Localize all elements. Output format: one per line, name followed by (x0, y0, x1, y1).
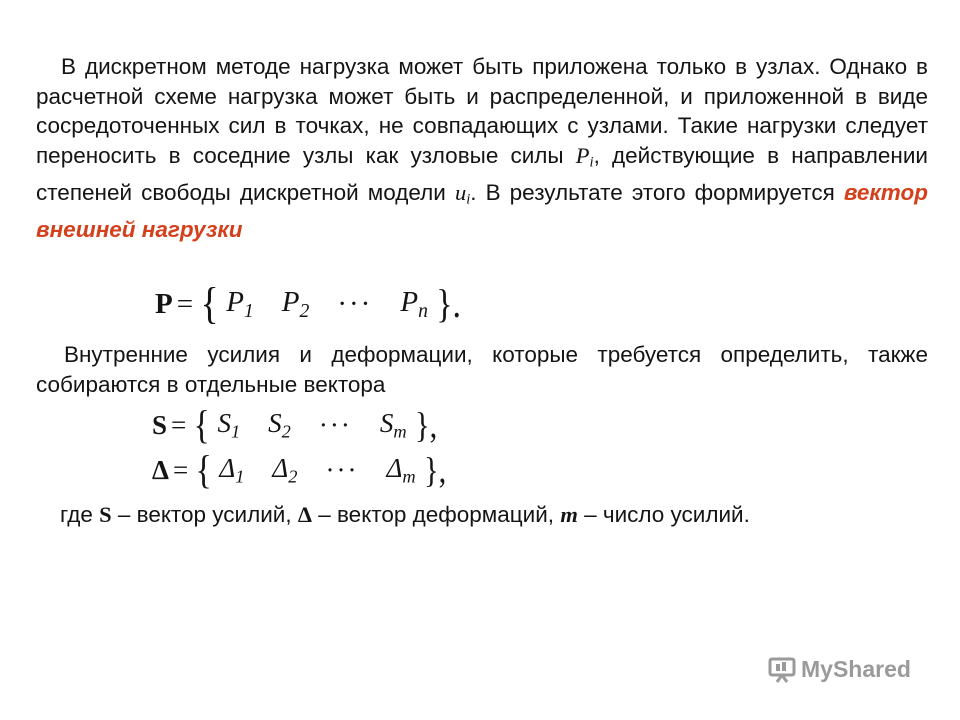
p-symbol: $P_i$ (575, 142, 594, 171)
force-vector-equation: S = { $S_1$ $S_2$ ··· $S_m$ }, (152, 402, 437, 447)
p1-text-3: . В результате этого формируется (470, 179, 844, 205)
presentation-board-icon (768, 657, 796, 683)
watermark-logo (768, 656, 911, 683)
paragraph-2: Внутренние усилия и деформации, которые требуется определить, также собираются в отдельные вектора (36, 342, 928, 397)
p1-text-2: , действующие в направлении степеней свободы дискретной модели (36, 142, 928, 205)
load-vector-equation: P = { $P_1$ $P_2$ ··· $P_n$ }. (155, 279, 461, 328)
watermark-text: MyShared (801, 656, 911, 682)
u-symbol: $u_i$ (454, 179, 471, 208)
deformation-vector-equation: Δ = { $\Delta_1$ $\Delta_2$ ··· $\Delta_m$ }, (152, 447, 446, 492)
paragraph-1 (36, 52, 928, 244)
p1-text-1: В дискретном методе нагрузка может быть приложена только в узлах. Однако в расчетной схеме нагрузка может быть и распределенной, и приложенной в виде сосредоточенных сил в точках, не совпадающих с узлами. Такие нагрузки следует переносить в соседние узлы как узловые силы (36, 54, 928, 168)
external-load-vector-term: вектор внешней нагрузки (36, 179, 928, 242)
paragraph-3: где S – вектор усилий, Δ – вектор деформаций, m – число усилий. (60, 502, 750, 527)
